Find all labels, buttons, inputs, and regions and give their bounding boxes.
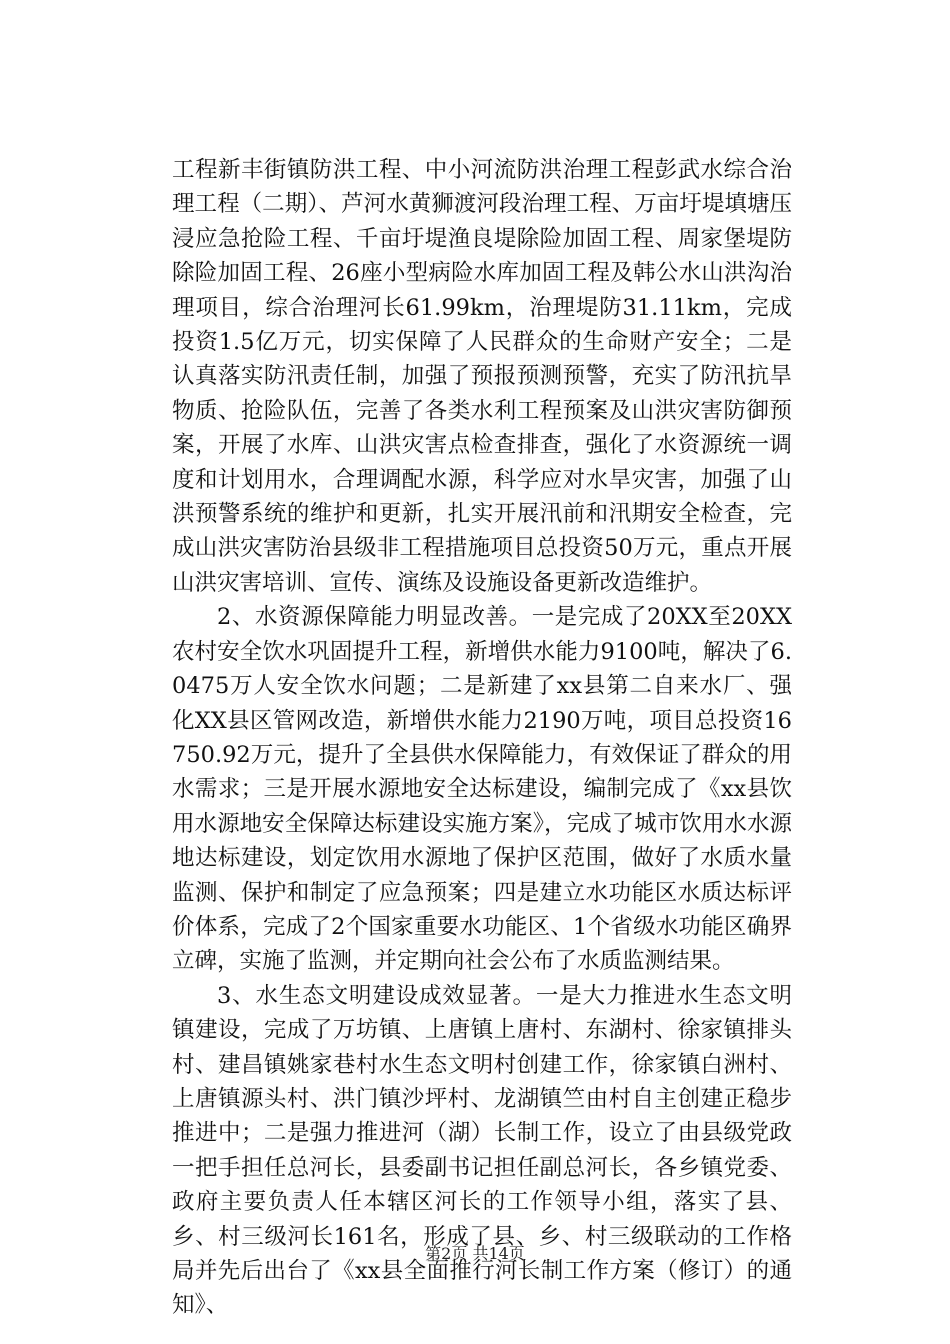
paragraph-flood-control: 工程新丰街镇防洪工程、中小河流防洪治理工程彭武水综合治理工程（二期）、芦河水黄狮渡河段治理工程、万亩圩堤填塘压浸应急抢险工程、千亩圩堤渔良堤除险加固工程、周家堡堤防除险加固工程、26座小型病险水库加固工程及韩公水山洪沟治理项目，综合治理河长61.99km，治理堤防31.11km，完成投资1.5亿万元，切实保障了人民群众的生命财产安全；二是认真落实防汛责任制，加强了预报预测预警，充实了防汛抗旱物质、抢险队伍，完善了各类水利工程预案及山洪灾害防御预案，开展了水库、山洪灾害点检查排查，强化了水资源统一调度和计划用水，合理调配水源，科学应对水旱灾害，加强了山洪预警系统的维护和更新，扎实开展汛前和汛期安全检查，完成山洪灾害防治县级非工程措施项目总投资50万元，重点开展山洪灾害培训、宣传、演练及设施设备更新改造维护。 <box>172 157 792 596</box>
body-text <box>172 153 792 1323</box>
paragraph-water-resources: 2、水资源保障能力明显改善。一是完成了20XX至20XX农村安全饮水巩固提升工程，新增供水能力9100吨，解决了6.0475万人安全饮水问题；二是新建了xx县第二自来水厂、强化XX县区管网改造，新增供水能力2190万吨，项目总投资16750.92万元，提升了全县供水保障能力，有效保证了群众的用水需求；三是开展水源地安全达标建设，编制完成了《xx县饮用水源地安全保障达标建设实施方案》，完成了城市饮用水水源地达标建设，划定饮用水源地了保护区范围，做好了水质水量监测、保护和制定了应急预案；四是建立水功能区水质达标评价体系，完成了2个国家重要水功能区、1个省级水功能区确界立碑，实施了监测，并定期向社会公布了水质监测结果。 <box>172 604 792 975</box>
paragraph-water-ecology: 3、水生态文明建设成效显著。一是大力推进水生态文明镇建设，完成了万坊镇、上唐镇上唐村、东湖村、徐家镇排头村、建昌镇姚家巷村水生态文明村创建工作，徐家镇白洲村、上唐镇源头村、洪门镇沙坪村、龙湖镇竺由村自主创建正稳步推进中；二是强力推进河（湖）长制工作，设立了由县级党政一把手担任总河长，县委副书记担任副总河长，各乡镇党委、政府主要负责人任本辖区河长的工作领导小组，落实了县、乡、村三级河长161名，形成了县、乡、村三级联动的工作格局并先后出台了《xx县全面推行河长制工作方案（修订）的通知》、 <box>172 982 792 1319</box>
page-number-footer: 第2页 共14页 <box>425 1244 525 1263</box>
